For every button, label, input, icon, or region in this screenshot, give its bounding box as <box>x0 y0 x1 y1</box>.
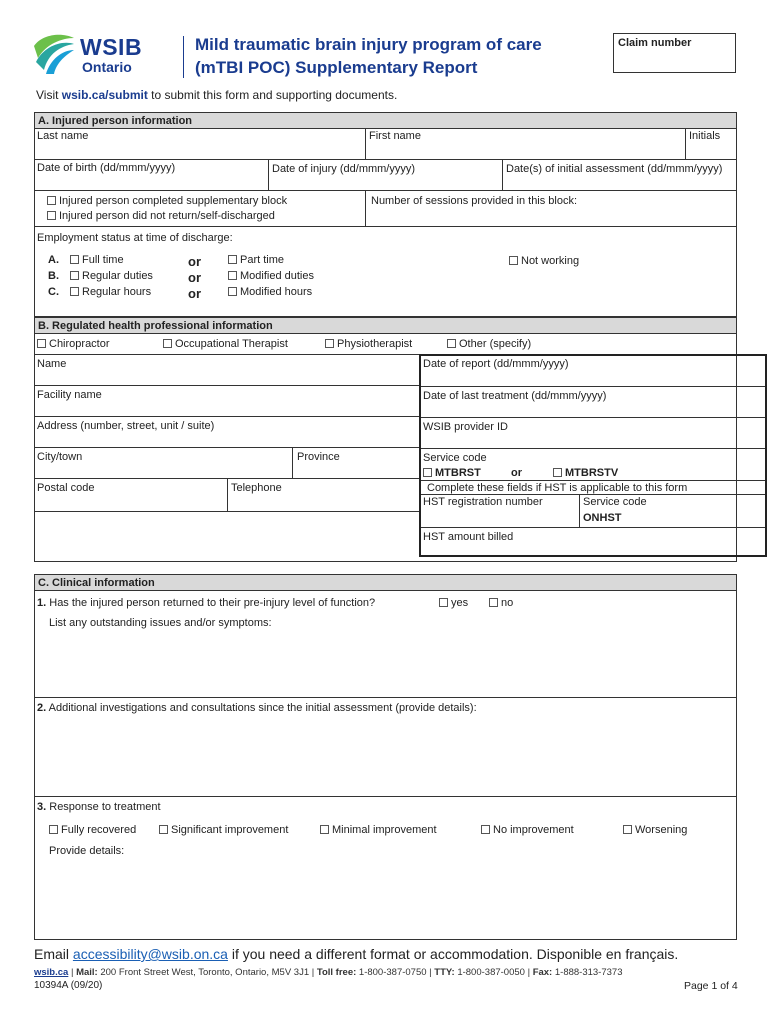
full-time-checkbox[interactable]: Full time <box>70 254 124 266</box>
q1-no-checkbox[interactable]: no <box>489 597 513 609</box>
date-of-report-field[interactable]: Date of report (dd/mmm/yyyy) <box>423 358 569 370</box>
employment-status-label: Employment status at time of discharge: <box>37 232 233 244</box>
onhst-code: ONHST <box>583 512 622 524</box>
section-b <box>34 317 737 562</box>
physiotherapist-checkbox[interactable]: Physiotherapist <box>325 338 412 350</box>
service-or: or <box>511 467 522 479</box>
visit-pre: Visit <box>36 88 62 102</box>
checkbox-icon <box>325 339 334 348</box>
sessions-field[interactable]: Number of sessions provided in this block: <box>371 195 578 207</box>
question-2[interactable]: 2. Additional investigations and consultations since the initial assessment (provide details): <box>37 702 477 714</box>
wsib-provider-id-field[interactable]: WSIB provider ID <box>423 421 508 433</box>
significant-improvement-checkbox[interactable]: Significant improvement <box>159 824 288 836</box>
logo-divider <box>183 36 184 78</box>
question-3: 3. Response to treatment <box>37 801 161 813</box>
fully-recovered-checkbox[interactable]: Fully recovered <box>49 824 136 836</box>
date-last-treatment-field[interactable]: Date of last treatment (dd/mmm/yyyy) <box>423 390 607 402</box>
regular-hours-checkbox[interactable]: Regular hours <box>70 286 151 298</box>
completed-block-checkbox[interactable]: Injured person completed supplementary block <box>47 195 287 207</box>
claim-number-field[interactable] <box>613 33 736 73</box>
checkbox-icon <box>47 211 56 220</box>
facility-name-field[interactable]: Facility name <box>37 389 102 401</box>
section-c-title: C. Clinical information <box>35 575 736 591</box>
initial-assessment-field[interactable]: Date(s) of initial assessment (dd/mmm/yyyy) <box>506 163 723 175</box>
regular-duties-checkbox[interactable]: Regular duties <box>70 270 153 282</box>
checkbox-icon <box>49 825 58 834</box>
checkbox-icon <box>623 825 632 834</box>
form-number: 10394A (09/20) <box>34 980 103 991</box>
first-name-field[interactable]: First name <box>369 130 421 142</box>
section-b-title: B. Regulated health professional information <box>35 318 736 334</box>
page-number: Page 1 of 4 <box>684 980 738 992</box>
form-title-line1: Mild traumatic brain injury program of care <box>195 35 542 54</box>
provide-details-field[interactable]: Provide details: <box>49 845 125 857</box>
chiropractor-checkbox[interactable]: Chiropractor <box>37 338 110 350</box>
accessibility-line: Email accessibility@wsib.on.ca if you need a different format or accommodation. Disponible en français. <box>34 946 679 962</box>
checkbox-icon <box>37 339 46 348</box>
last-name-field[interactable]: Last name <box>37 130 89 142</box>
checkbox-icon <box>320 825 329 834</box>
checkbox-icon <box>481 825 490 834</box>
provider-box <box>419 354 767 557</box>
did-not-return-checkbox[interactable]: Injured person did not return/self-discharged <box>47 210 275 222</box>
wsib-site-link[interactable]: wsib.ca <box>34 967 69 978</box>
checkbox-icon <box>509 256 518 265</box>
not-working-checkbox[interactable]: Not working <box>509 255 579 267</box>
checkbox-icon <box>228 287 237 296</box>
no-improvement-checkbox[interactable]: No improvement <box>481 824 574 836</box>
visit-post: to submit this form and supporting documents. <box>147 88 398 102</box>
checkbox-icon <box>423 468 432 477</box>
occupational-therapist-checkbox[interactable]: Occupational Therapist <box>163 338 288 350</box>
checkbox-icon <box>439 598 448 607</box>
hst-service-code-label: Service code <box>583 496 647 508</box>
checkbox-icon <box>47 196 56 205</box>
checkbox-icon <box>228 255 237 264</box>
q1-details-field[interactable]: List any outstanding issues and/or symptoms: <box>49 617 272 629</box>
province-field[interactable]: Province <box>297 451 340 463</box>
question-1: 1. Has the injured person returned to their pre-injury level of function? <box>37 597 376 609</box>
checkbox-icon <box>228 271 237 280</box>
checkbox-icon <box>70 255 79 264</box>
other-specify-checkbox[interactable]: Other (specify) <box>447 338 531 350</box>
city-field[interactable]: City/town <box>37 451 83 463</box>
date-of-injury-field[interactable]: Date of injury (dd/mmm/yyyy) <box>272 163 416 175</box>
mtbrstv-checkbox[interactable]: MTBRSTV <box>553 467 618 479</box>
name-field[interactable]: Name <box>37 358 67 370</box>
service-code-label: Service code <box>423 452 487 464</box>
modified-duties-checkbox[interactable]: Modified duties <box>228 270 314 282</box>
wsib-logo <box>32 32 162 78</box>
checkbox-icon <box>447 339 456 348</box>
modified-hours-checkbox[interactable]: Modified hours <box>228 286 312 298</box>
telephone-field[interactable]: Telephone <box>231 482 282 494</box>
hst-note: Complete these fields if HST is applicable to this form <box>427 482 688 494</box>
postal-code-field[interactable]: Postal code <box>37 482 95 494</box>
q1-yes-checkbox[interactable]: yes <box>439 597 468 609</box>
accessibility-email-link[interactable]: accessibility@wsib.on.ca <box>72 946 228 962</box>
section-c <box>34 574 737 940</box>
initials-field[interactable]: Initials <box>689 130 721 142</box>
wsib-swoosh-icon <box>32 32 76 76</box>
visit-line <box>36 88 397 102</box>
checkbox-icon <box>489 598 498 607</box>
date-of-birth-field[interactable]: Date of birth (dd/mmm/yyyy) <box>37 162 176 174</box>
checkbox-icon <box>163 339 172 348</box>
checkbox-icon <box>70 271 79 280</box>
worsening-checkbox[interactable]: Worsening <box>623 824 687 836</box>
section-a-title: A. Injured person information <box>35 113 736 129</box>
form-title-line2: (mTBI POC) Supplementary Report <box>195 58 478 77</box>
hst-registration-field[interactable]: HST registration number <box>423 496 543 508</box>
logo-ontario-text: Ontario <box>82 59 132 75</box>
checkbox-icon <box>553 468 562 477</box>
logo-wsib-text: WSIB <box>80 34 143 60</box>
checkbox-icon <box>70 287 79 296</box>
submit-link[interactable]: wsib.ca/submit <box>61 88 148 102</box>
checkbox-icon <box>159 825 168 834</box>
minimal-improvement-checkbox[interactable]: Minimal improvement <box>320 824 437 836</box>
hst-amount-field[interactable]: HST amount billed <box>423 531 514 543</box>
section-a: A. Injured person information Last name First name Initials Date of birth (dd/mmm/yyyy) Date of injury (dd/mmm/yyyy) Date(s) of initial assessment (dd/mmm/yyyy) Injured person completed supplementary block Injured person did not return/self-discharged Number of sessions provided in this block: Employment status at time of discharge: A. Full time or Part time B. Regular duties or Modified duties C. Regular hours or Modified hours Not working <box>34 112 737 317</box>
mtbrst-checkbox[interactable]: MTBRST <box>423 467 481 479</box>
contact-line: wsib.ca | Mail: 200 Front Street West, Toronto, Ontario, M5V 3J1 | Toll free: 1-800-387-0750 | TTY: 1-800-387-0050 | Fax: 1-888-313-7373 <box>34 967 623 978</box>
part-time-checkbox[interactable]: Part time <box>228 254 284 266</box>
address-field[interactable]: Address (number, street, unit / suite) <box>37 420 215 432</box>
claim-number-label: Claim number <box>618 37 692 49</box>
